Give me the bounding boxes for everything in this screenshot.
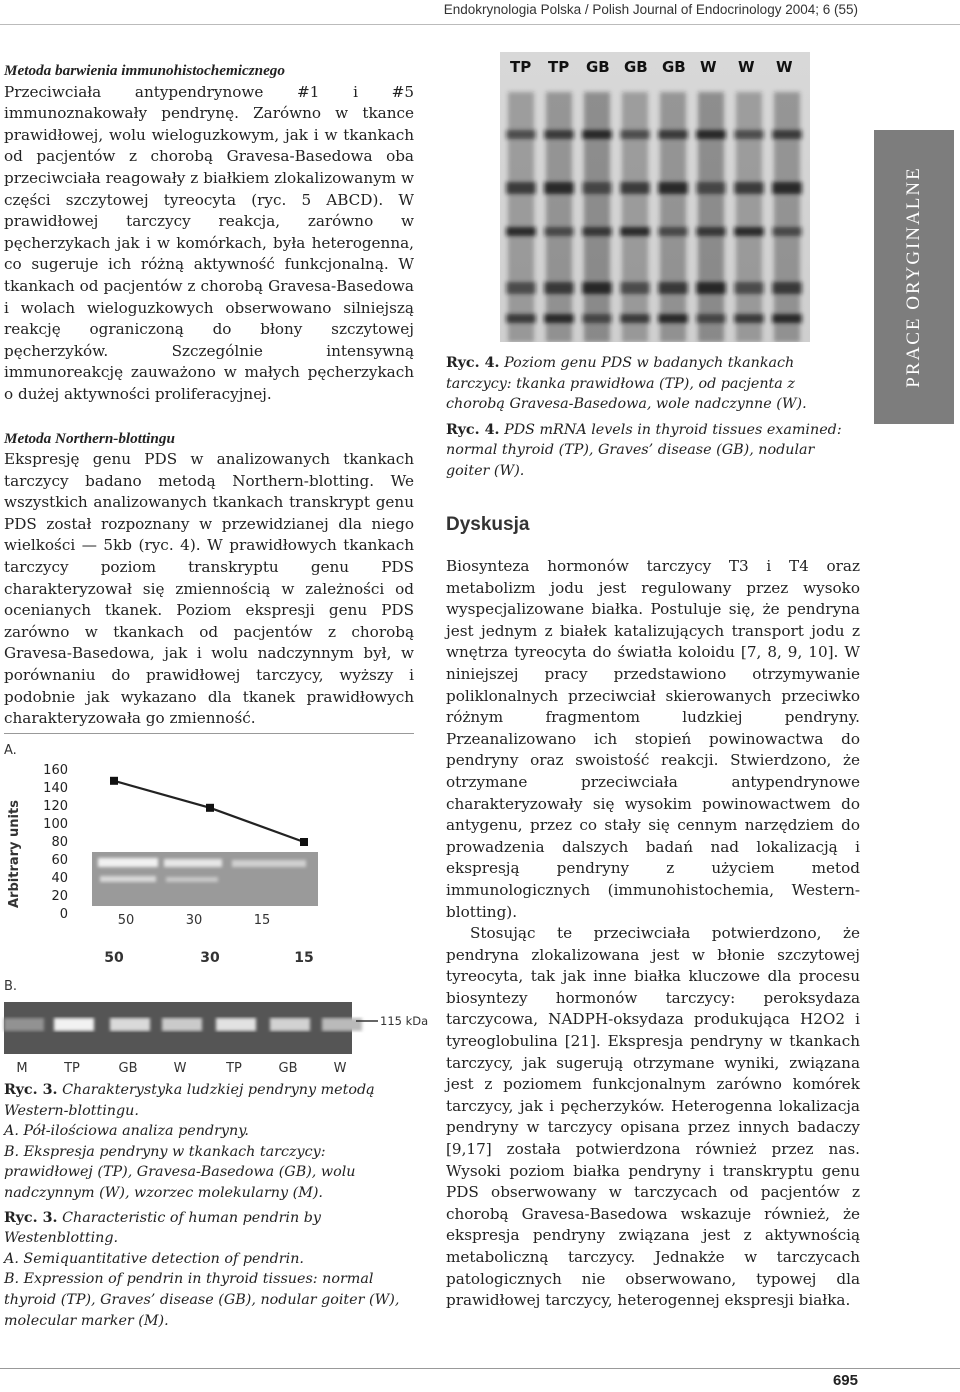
blot-band xyxy=(582,130,612,139)
strip-label: 15 xyxy=(253,913,271,928)
y-tick-label: 140 xyxy=(43,781,68,796)
spacer xyxy=(4,406,414,428)
panel-b-label: B. xyxy=(4,979,18,994)
x-tick-label: 15 xyxy=(294,950,314,966)
y-tick-label: 160 xyxy=(43,763,68,778)
blot-band xyxy=(658,182,688,194)
y-tick-label: 120 xyxy=(43,799,68,814)
blot-band xyxy=(620,282,650,294)
blot-lane-label: M xyxy=(16,1061,28,1076)
page-number: 695 xyxy=(832,1372,858,1389)
strip-label: 50 xyxy=(117,913,135,928)
left-column xyxy=(4,60,414,730)
paragraph-northern: Ekspresję genu PDS w analizowanych tkankach tarczycy badano metodą Northern-blotting. We wszystkich analizowanych tkankach transkrypt genu PDS został rozpoznany w przewidzianej dla niego wielkości — 5kb (ryc. 4). W prawidłowych tkankach tarczycy poziom transkryptu genu PDS charakteryzował się zmiennością w zależności od ocenianych tkanek. Poziom ekspresji genu PDS zarówno w tkankach od pacjentów z chorobą Gravesa-Basedowa, jak i wolu nadczynnym był, w porównaniu do prawidłowej tarczycy, wyższy i podobnie jak wykazano dla tkanek prawidłowych charakteryzowała go zmienność. xyxy=(4,450,414,728)
blot-lane xyxy=(736,92,762,342)
caption-lead: Ryc. 3. xyxy=(4,1082,58,1098)
blot-band xyxy=(620,227,650,236)
blot-lane-label: TP xyxy=(64,1061,80,1076)
blot-band xyxy=(696,182,726,194)
right-column xyxy=(446,556,860,1312)
blot-band xyxy=(658,314,688,323)
blot-band xyxy=(506,182,536,194)
blot-band xyxy=(544,182,574,194)
caption-lead: Ryc. 4. xyxy=(446,421,500,438)
blot-band xyxy=(696,130,726,139)
marker-label: 115 kDa xyxy=(380,1014,429,1028)
lane-label: W xyxy=(776,58,793,76)
lane-label: W xyxy=(700,58,717,76)
lane-label: GB xyxy=(624,58,648,76)
x-tick-label: 50 xyxy=(104,950,124,966)
paragraph-discussion-1: Biosynteza hormonów tarczycy T3 i T4 oraz metabolizm jodu jest regulowany przez wysoko wyspecjalizowane białka. Postuluje się, że pendryna jest jednym z białek katalizujących transport jodu z wnętrza tyreocyta do światła koloidu [7, 8, 9, 10]. W niniejszej pracy przedstawiono otrzymywanie poliklonalnych przeciwciał skierowanych przeciwko różnym fragmentom ludzkiej pendryny. Przeanalizowano ich stopień powinowactwa do pendryny oraz swoistość reakcji. Stwierdzono, że otrzymane przeciwciała antypendrynowe charakteryzowały się wysokim powinowactwem do antygenu, przez co stały się cennym narzędziem do prowadzenia dalszych badań nad lokalizacją i ekspresją pendryny z użyciem metod immunologicznych (immunohistochemia, Western-blotting). xyxy=(446,557,860,921)
caption-text-pl-1: Charakterystyka ludzkiej pendryny metodą Western-blottingu. xyxy=(4,1082,375,1119)
blot-lane xyxy=(622,92,648,342)
blot-lane xyxy=(774,92,800,342)
blot-band xyxy=(544,282,574,294)
y-tick-label: 80 xyxy=(51,835,68,850)
blot-band xyxy=(772,182,802,194)
blot-band xyxy=(162,1018,202,1031)
data-point xyxy=(300,838,308,846)
caption-lead: Ryc. 4. xyxy=(446,355,500,371)
figure-3-caption xyxy=(4,1080,414,1331)
blot-band xyxy=(734,182,764,194)
blot-lane xyxy=(660,92,686,342)
y-tick-label: 20 xyxy=(51,889,68,904)
paragraph-discussion-2: Stosując te przeciwciała potwierdzono, że pendryna zlokalizowana jest w błonie szczytowej tyreocyta, tak jak inne białka kluczowe dla procesu biosyntezy hormonów tarczycy: peroksydaza tarczycowa, NADPH-oksydaza produkująca H2O2 i tyreoglobulina [21]. Ekspresja pendryny w tkankach tarczycy, jak sugerują otrzymane wyniki, związana jest z poziomem funkcjonalnym zarówno komórek tarczycy, jak i pęcherzyków. Heterogenna lokalizacja pendryny w tarczycy opisana przez innych badaczy [9,17] została potwierdzona również przez nas. Wysoki poziom białka pendryny i transkryptu genu PDS obserwowany w tarczycach od pacjentów z chorobą Gravesa-Basedowa wskazuje również, że ekspresja pendryny związana jest z aktywnością metaboliczną tarczycy. Jednakże w tarczycach patologicznych nie obserwowano, typowej dla prawidłowej tarczycy, heterogennej ekspresji białka. xyxy=(446,924,860,1310)
blot-band xyxy=(658,282,688,294)
blot-band xyxy=(506,314,536,323)
blot-band xyxy=(270,1018,310,1031)
y-tick-label: 60 xyxy=(51,853,68,868)
paragraph-ihc: Przeciwciała antypendrynowe #1 i #5 immunoznakowały pendrynę. Zarówno w tkance prawidłowej, wolu wieloguzkowym, jak i w tkankach od pacjentów z chorobą Gravesa-Basedowa oba przeciwciała reagowały z białkiem zlokalizowanym w części szczytowej tyreocyta (ryc. 5 ABCD). W prawidłowej tarczycy reakcja, zarówno w pęcherzykach jak i w komórkach, była heterogenna, co sugeruje ich różną aktywność funkcjonalną. W tkankach od pacjentów z chorobą Gravesa-Basedowa i wolach wieloguzkowych obserwowano silniejszą reakcję ograniczoną do błony szczytowej pęcherzyków. Szczególnie intensywną immunoreakcję zauważono w małych pęcherzykach o dużej aktywności proliferacyjnej. xyxy=(4,82,414,403)
blot-band xyxy=(734,282,764,294)
panel-a-label: A. xyxy=(4,743,17,758)
data-point xyxy=(110,777,118,785)
lane-label: TP xyxy=(510,58,532,76)
side-tab-label: PRACE ORYGINALNE xyxy=(903,166,924,388)
lane-label: W xyxy=(738,58,755,76)
figure-4-caption xyxy=(446,353,858,482)
figure-separator xyxy=(4,733,414,734)
blot-band xyxy=(110,1018,150,1031)
blot-lane-label: GB xyxy=(118,1061,138,1076)
blot-band xyxy=(734,227,764,236)
footer-rule xyxy=(0,1368,960,1369)
lane-label: GB xyxy=(662,58,686,76)
y-tick-label: 40 xyxy=(51,871,68,886)
running-header xyxy=(0,0,960,25)
blot-band xyxy=(772,314,802,323)
blot-band xyxy=(772,130,802,139)
blot-band xyxy=(582,182,612,194)
blot-band xyxy=(544,314,574,323)
figure-3-western-blot xyxy=(0,738,436,1076)
blot-band xyxy=(506,282,536,294)
section-title-dyskusja: Dyskusja xyxy=(446,514,530,535)
blot-lane-label: GB xyxy=(278,1061,298,1076)
section-title-northern: Metoda Northern-blottingu xyxy=(4,429,175,447)
lane-label: TP xyxy=(548,58,570,76)
blot-band xyxy=(620,130,650,139)
blot-lane xyxy=(508,92,534,342)
journal-header: Endokrynologia Polska / Polish Journal of Endocrinology 2004; 6 (55) xyxy=(443,2,858,17)
blot-band xyxy=(620,182,650,194)
caption-text-pl: Poziom genu PDS w badanych tkankach tarczycy: tkanka prawidłowa (TP), od pacjenta z chorobą Gravesa-Basedowa, wole nadczynne (W). xyxy=(446,355,807,413)
blot-lane-label: W xyxy=(173,1061,187,1076)
blot-band xyxy=(582,227,612,236)
blot-band xyxy=(696,227,726,236)
blot-band xyxy=(582,314,612,323)
blot-band xyxy=(322,1018,362,1031)
strip-label: 30 xyxy=(185,913,203,928)
caption-text-en-3: B. Expression of pendrin in thyroid tissues: normal thyroid (TP), Graves’ disease (GB), nodular goiter (W), molecular marker (M). xyxy=(4,1271,400,1329)
blot-lane xyxy=(584,92,610,342)
caption-text-en-1: Characteristic of human pendrin by Westenblotting. xyxy=(4,1209,321,1247)
section-title-ihc: Metoda barwienia immunohistochemicznego xyxy=(4,62,285,79)
blot-band xyxy=(506,227,536,236)
figure-4-northern-blot xyxy=(500,52,810,342)
blot-lane xyxy=(546,92,572,342)
blot-band xyxy=(216,1018,256,1031)
blot-band xyxy=(734,130,764,139)
blot-band xyxy=(696,314,726,323)
data-point xyxy=(206,804,214,812)
caption-text-pl-2: A. Pół-ilościowa analiza pendryny. xyxy=(4,1123,249,1140)
blot-band xyxy=(696,282,726,294)
blot-band xyxy=(582,282,612,294)
blot-lane-label: W xyxy=(333,1061,347,1076)
blot-band xyxy=(506,130,536,139)
x-tick-label: 30 xyxy=(200,950,220,966)
caption-text-en: PDS mRNA levels in thyroid tissues examined: normal thyroid (TP), Graves’ disease (GB), nodular goiter (W). xyxy=(446,421,842,479)
blot-band xyxy=(772,227,802,236)
blot-band xyxy=(54,1018,94,1031)
caption-lead: Ryc. 3. xyxy=(4,1209,58,1226)
blot-band xyxy=(544,130,574,139)
blot-band xyxy=(544,227,574,236)
blot-band xyxy=(4,1018,44,1031)
blot-band xyxy=(772,282,802,294)
blot-band xyxy=(734,314,764,323)
blot-lane xyxy=(698,92,724,342)
blot-band xyxy=(658,130,688,139)
y-tick-label: 0 xyxy=(59,907,68,922)
y-axis-label: Arbitrary units xyxy=(7,800,22,908)
blot-band xyxy=(658,227,688,236)
caption-text-pl-3: B. Ekspresja pendryny w tkankach tarczycy: prawidłowej (TP), Gravesa-Basedowa (GB), wolu nadczynnym (W), wzorzec molekularny (M). xyxy=(4,1143,356,1201)
y-tick-label: 100 xyxy=(43,817,68,832)
blot-band xyxy=(620,314,650,323)
blot-lane-label: TP xyxy=(226,1061,242,1076)
lane-label: GB xyxy=(586,58,610,76)
caption-text-en-2: A. Semiquantitative detection of pendrin. xyxy=(4,1250,304,1267)
section-side-tab xyxy=(874,130,954,424)
